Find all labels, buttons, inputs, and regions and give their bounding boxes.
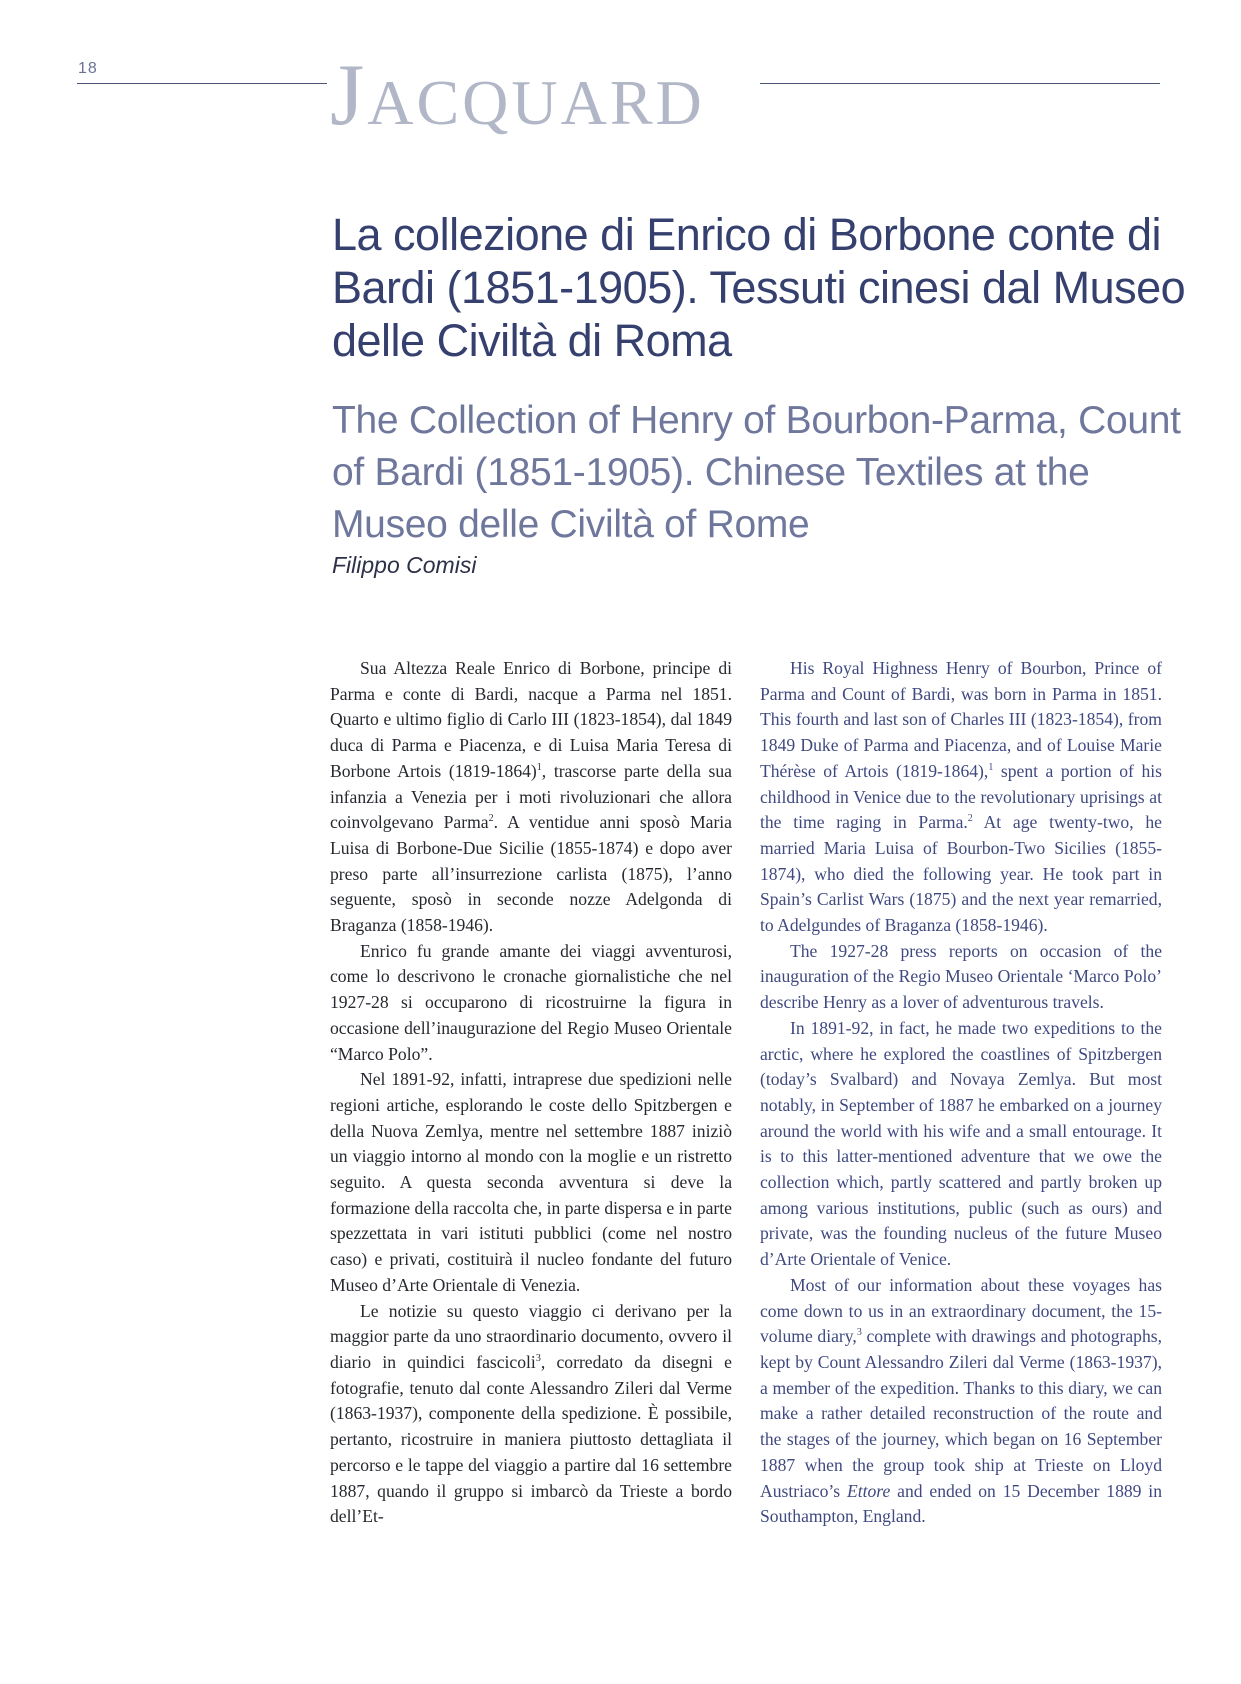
footnote-ref-2: 2	[967, 813, 973, 825]
english-paragraph-1: His Royal Highness Henry of Bourbon, Prince of Parma and Count of Bardi, was born in Parma in 1851. This fourth and last son of Charles III (1823-1854), from 1849 Duke of Parma and Piacenza, and of Louise Marie Thérèse of Artois (1819-1864),$^1$ spent a portion of his childhood in Venice due to the revolutionary uprisings at the time raging in Parma.$^2$ At age twenty-two, he married Maria Luisa of Bourbon-Two Sicilies (1855-1874), who died the following year. He took part in Spain’s Carlist Wars (1875) and the next year remarried, to Adelgundes of Braganza (1858-1946).	[760, 658, 1162, 936]
masthead-initial: J	[330, 47, 368, 144]
article-title-english: The Collection of Henry of Bourbon-Parma, Count of Bardi (1851-1905). Chinese Textiles at the Museo delle Civiltà of Rome	[332, 399, 1181, 546]
italian-paragraph-2: Enrico fu grande amante dei viaggi avventurosi, come lo descrivono le cronache giornalistiche che nel 1927-28 si occuparono di ricostruirne la figura in occasione dell’inaugurazione del Regio Museo Orientale “Marco Polo”.	[330, 940, 732, 1064]
italian-paragraph-3: Nel 1891-92, infatti, intraprese due spedizioni nelle regioni artiche, esplorando le coste dello Spitzbergen e della Nuova Zemlya, mentre nel settembre 1887 iniziò un viaggio intorno al mondo con la moglie e un ristretto seguito. A questa seconda avventura si deve la formazione della raccolta che, in parte dispersa e in parte spezzettata in vari istituti pubblici (come nel nostro caso) e privati, costituirà il nucleo fondante del futuro Museo d’Arte Orientale di Venezia.	[330, 1069, 732, 1295]
author-name: Filippo Comisi	[332, 552, 477, 578]
italian-text-column	[330, 656, 732, 1530]
english-paragraph-4: Most of our information about these voyages has come down to us in an extraordinary document, the 15-volume diary,$^3$ complete with drawings and photographs, kept by Count Alessandro Zileri dal Verme (1863-1937), a member of the expedition. Thanks to this diary, we can make a rather detailed reconstruction of the route and the stages of the journey, which began on 16 September 1887 when the group took ship at Trieste on Lloyd Austriaco’s Ettore and ended on 15 December 1889 in Southampton, England.	[760, 1274, 1162, 1527]
footnote-ref-2: 2	[488, 813, 494, 825]
header-rule-right	[760, 83, 1160, 84]
italian-paragraph-1: Sua Altezza Reale Enrico di Borbone, principe di Parma e conte di Bardi, nacque a Parma nel 1851. Quarto e ultimo figlio di Carlo III (1823-1854), dal 1849 duca di Parma e Piacenza, e di Luisa Maria Teresa di Borbone Artois (1819-1864)$^1$, trascorse parte della sua infanzia a Venezia per i moti rivoluzionari che allora coinvolgevano Parma$^2$. A ventidue anni sposò Maria Luisa di Borbone-Due Sicilie (1855-1874) e dopo aver preso parte all’insurrezione carlista (1875), l’anno seguente, sposò in seconde nozze Adelgonda di Braganza (1858-1946).	[330, 658, 732, 936]
masthead-rest: ACQUARD	[367, 67, 705, 138]
footnote-ref-1: 1	[536, 761, 542, 773]
italian-paragraph-4: Le notizie su questo viaggio ci derivano per la maggior parte da uno straordinario documento, ovvero il diario in quindici fascicoli$^3$, corredato da disegni e fotografie, tenuto dal conte Alessandro Zileri dal Verme (1863-1937), componente della spedizione. È possibile, pertanto, ricostruire in maniera piuttosto dettagliata il percorso e le tappe del viaggio a partire dal 16 settembre 1887, quando il gruppo si imbarcò da Trieste a bordo dell’Et-	[330, 1300, 732, 1527]
footnote-ref-3: 3	[535, 1353, 541, 1365]
page-number: 18	[78, 60, 98, 77]
footnote-ref-1: 1	[988, 761, 994, 773]
masthead-title	[330, 47, 705, 144]
header-rule-left	[77, 83, 327, 84]
article-title-italian: La collezione di Enrico di Borbone conte di Bardi (1851-1905). Tessuti cinesi dal Museo delle Civiltà di Roma	[332, 209, 1186, 366]
english-paragraph-3: In 1891-92, in fact, he made two expeditions to the arctic, where he explored the coastlines of Spitzbergen (today’s Svalbard) and Novaya Zemlya. But most notably, in September of 1887 he embarked on a journey around the world with his wife and a small entourage. It is to this latter-mentioned adventure that we owe the collection which, partly scattered and partly broken up among various institutions, public (such as ours) and private, was the founding nucleus of the future Museo d’Arte Orientale of Venice.	[760, 1017, 1162, 1270]
footnote-ref-3: 3	[856, 1327, 862, 1339]
ship-name: Ettore	[846, 1480, 891, 1501]
english-paragraph-2: The 1927-28 press reports on occasion of the inauguration of the Regio Museo Orientale ‘Marco Polo’ describe Henry as a lover of adventurous travels.	[760, 940, 1162, 1013]
english-text-column	[760, 656, 1162, 1530]
